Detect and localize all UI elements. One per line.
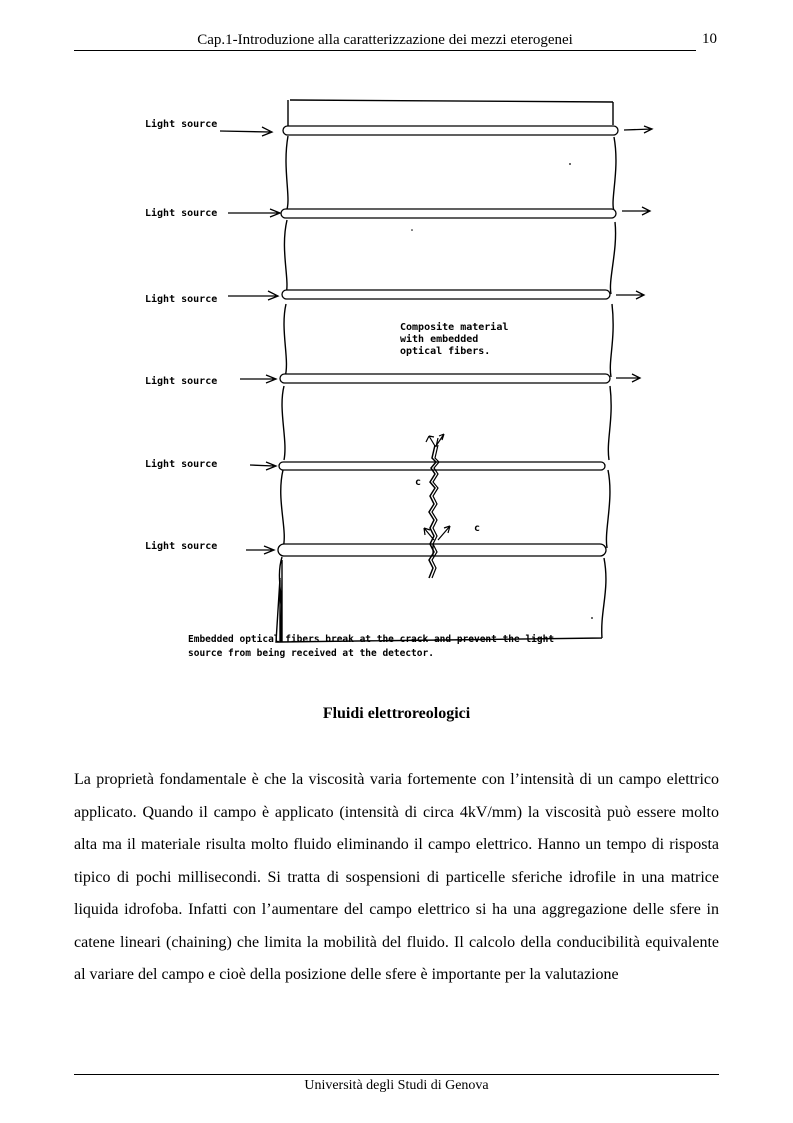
page-number: 10 [702,31,717,47]
light-source-label-4: Light source [145,376,218,387]
material-label-line-2: with embedded [400,334,479,345]
optical-fiber-crack-figure [130,90,670,680]
footer-rule [74,1074,719,1075]
crack-label-upper: c [415,477,422,488]
figure-caption-line-1: Embedded optical fibers break at the crack and prevent the light [188,634,555,645]
figure-caption-line-2: source from being received at the detector. [188,648,434,659]
fiber-3 [228,290,644,300]
fiber-2 [228,207,650,218]
light-source-label-6: Light source [145,541,218,552]
light-source-label-5: Light source [145,459,218,470]
fiber-5 [250,462,605,470]
light-source-label-3: Light source [145,294,218,305]
material-label-line-1: Composite material [400,322,509,333]
crack-label-lower: c [474,523,481,534]
light-source-label-2: Light source [145,208,218,219]
body-paragraph: La proprietà fondamentale è che la viscosità varia fortemente con l’intensità di un campo elettrico applicato. Quando il campo è applicato (intensità di circa 4kV/mm) la viscosità può essere molto alta ma il materiale risulta molto fluido eliminando il campo elettrico. Hanno un tempo di risposta tipico di pochi millisecondi. Si tratta di sospensioni di particelle sferiche idrofile in una matrice liquida idrofoba. Infatti con l’aumentare del campo elettrico si ha una aggregazione delle sfere in catene lineari (chaining) che limita la mobilità del fluido. Il calcolo della conducibilità equivalente al variare del campo e cioè della posizione delle sfere è importante per la valutazione [74,771,719,983]
footer-university: Università degli Studi di Genova [304,1078,489,1093]
material-label-line-3: optical fibers. [400,346,491,357]
fiber-6 [246,544,606,556]
header-rule [74,50,696,51]
fiber-1 [220,126,652,136]
section-heading: Fluidi elettroreologici [322,705,471,722]
fiber-4 [240,374,640,383]
plate-outline [276,100,616,642]
figure-drawing [130,90,670,680]
light-source-label-1: Light source [145,119,218,130]
running-header-title: Cap.1-Introduzione alla caratterizzazione dei mezzi eterogenei [197,32,573,48]
